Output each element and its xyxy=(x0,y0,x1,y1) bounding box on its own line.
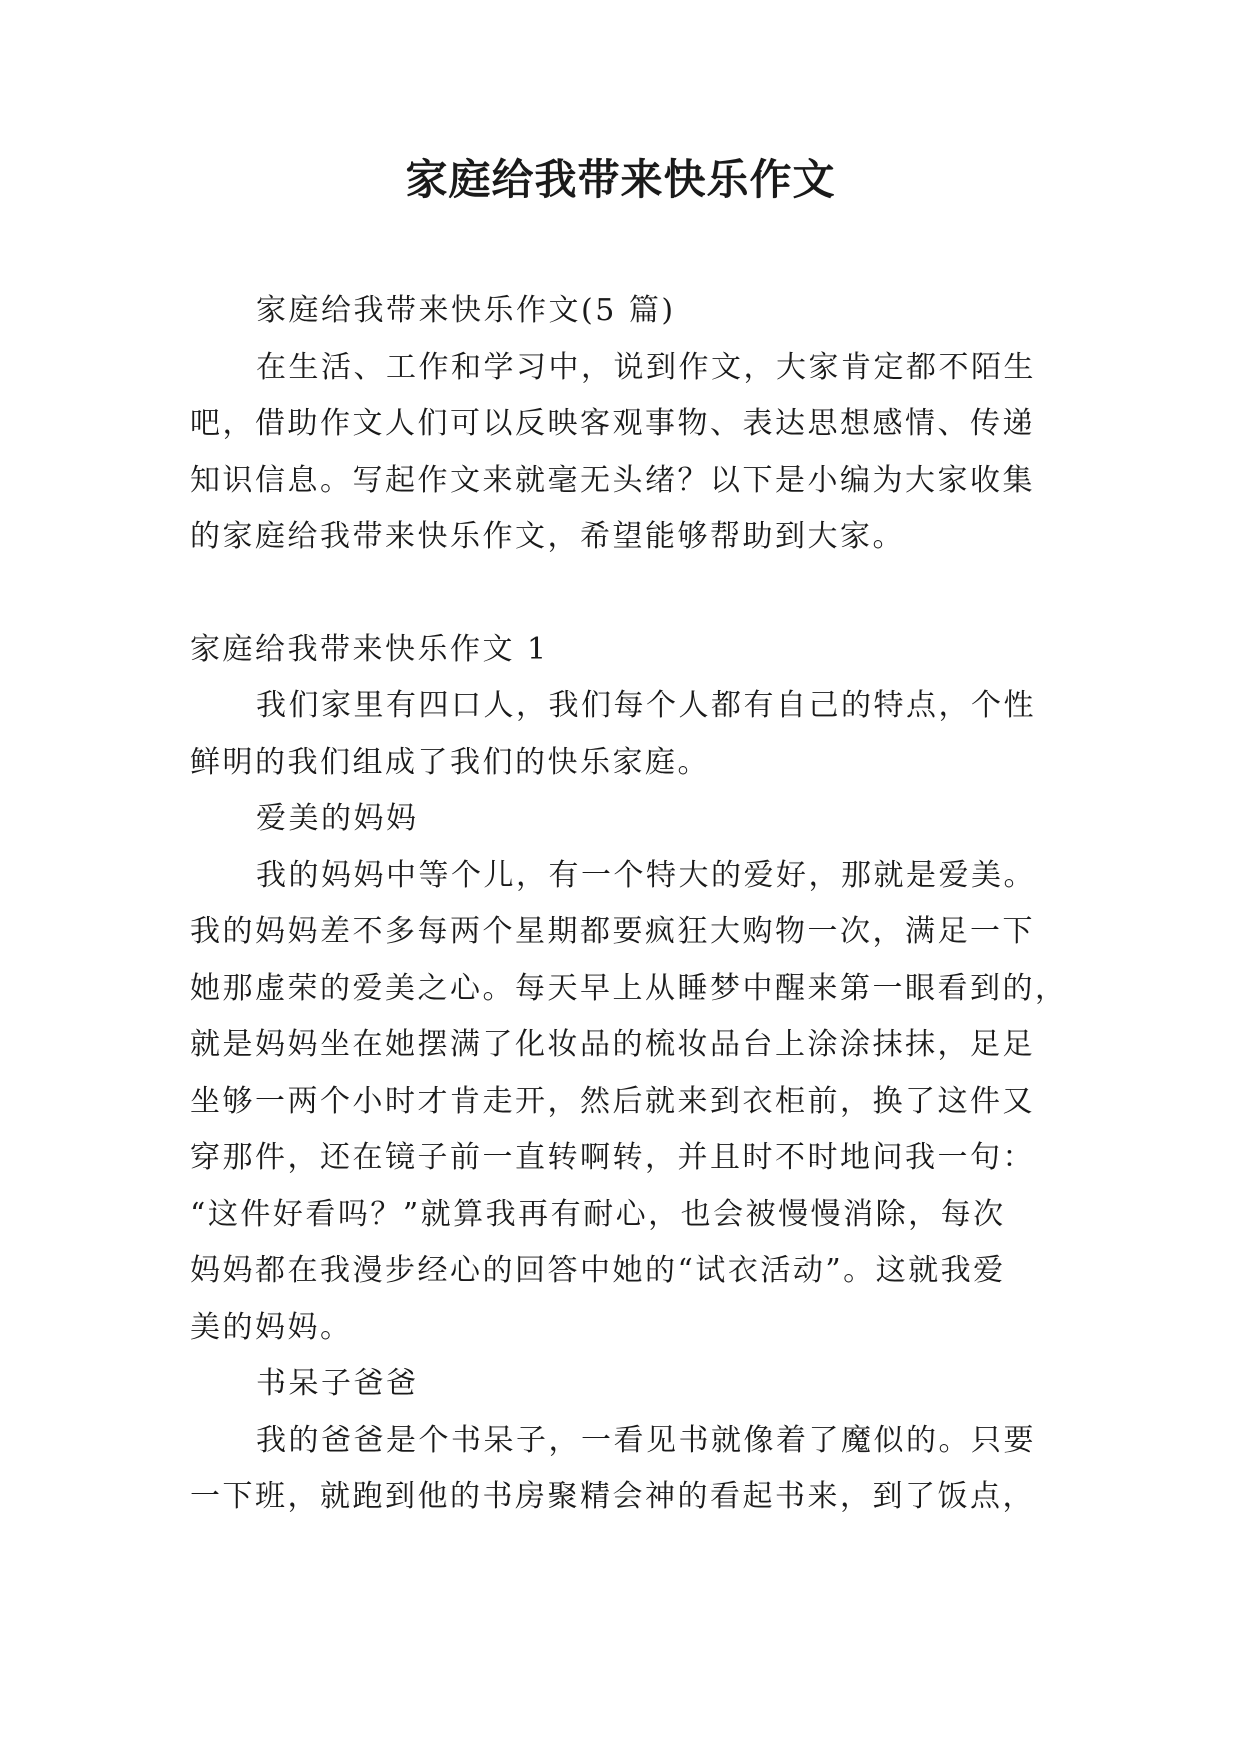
paragraph-line: 我的爸爸是个书呆子，一看见书就像着了魔似的。只要 xyxy=(256,1422,1036,1458)
subtitle-line: 家庭给我带来快乐作文(5 篇) xyxy=(256,293,676,328)
section-heading: 家庭给我带来快乐作文 1 xyxy=(190,631,549,667)
document-title: 家庭给我带来快乐作文 xyxy=(405,155,836,204)
paragraph-line: 穿那件，还在镜子前一直转啊转，并且时不时地问我一句： xyxy=(190,1140,1035,1175)
paragraph-line: 我们家里有四口人，我们每个人都有自己的特点，个性 xyxy=(256,688,1036,723)
paragraph-line: 美的妈妈。 xyxy=(190,1309,353,1345)
paragraph-line: 我的妈妈差不多每两个星期都要疯狂大购物一次，满足一下 xyxy=(190,914,1035,949)
sub-heading: 书呆子爸爸 xyxy=(256,1366,419,1401)
paragraph-line: 一下班，就跑到他的书房聚精会神的看起书来，到了饭点， xyxy=(190,1479,1035,1514)
sub-heading: 爱美的妈妈 xyxy=(256,801,419,836)
section-gap xyxy=(190,566,1050,622)
paragraph-line: 吧，借助作文人们可以反映客观事物、表达思想感情、传递 xyxy=(190,406,1035,441)
document-body xyxy=(190,283,1068,1526)
paragraph-line: 就是妈妈坐在她摆满了化妆品的梳妆品台上涂涂抹抹，足足 xyxy=(190,1027,1035,1062)
paragraph-line: 妈妈都在我漫步经心的回答中她的“试衣活动”。这就我爱 xyxy=(190,1253,1006,1288)
paragraph-line: 坐够一两个小时才肯走开，然后就来到衣柜前，换了这件又 xyxy=(190,1083,1035,1119)
paragraph-line: 在生活、工作和学习中，说到作文，大家肯定都不陌生 xyxy=(256,349,1036,385)
paragraph-line: 我的妈妈中等个儿，有一个特大的爱好，那就是爱美。 xyxy=(256,857,1036,893)
paragraph-line: 的家庭给我带来快乐作文，希望能够帮助到大家。 xyxy=(190,519,905,554)
paragraph-line: 她那虚荣的爱美之心。每天早上从睡梦中醒来第一眼看到的， xyxy=(190,970,1068,1006)
paragraph-line: 知识信息。写起作文来就毫无头绪？以下是小编为大家收集 xyxy=(190,462,1035,498)
paragraph-line: “这件好看吗？”就算我再有耐心，也会被慢慢消除，每次 xyxy=(190,1196,1006,1232)
paragraph-line: 鲜明的我们组成了我们的快乐家庭。 xyxy=(190,744,710,780)
